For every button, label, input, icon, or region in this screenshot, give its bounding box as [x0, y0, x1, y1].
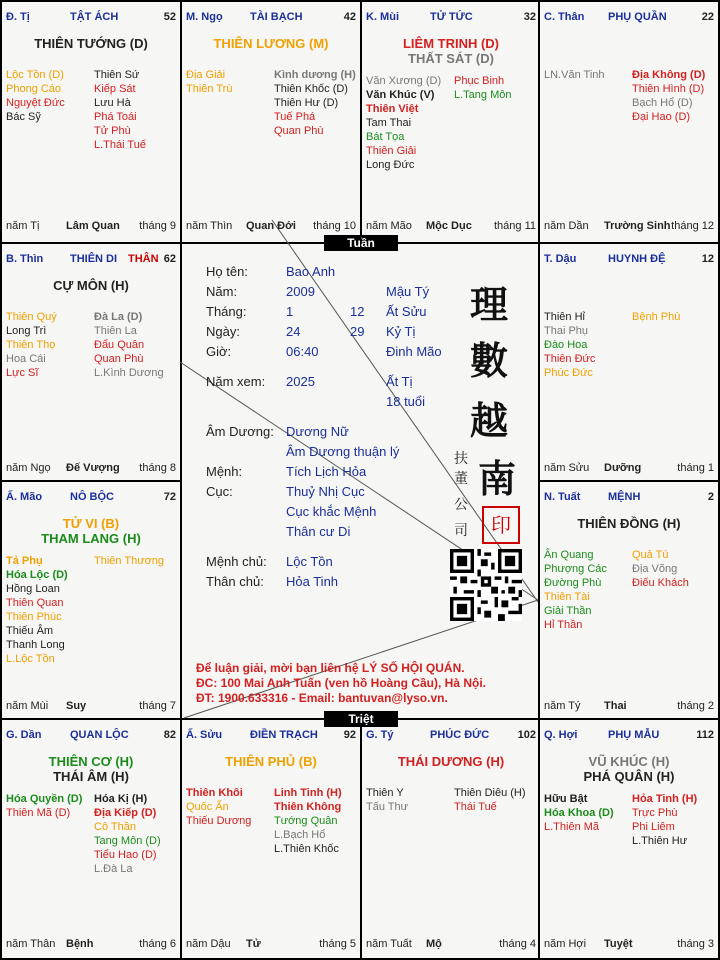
lunar-month: tháng 11 [493, 220, 536, 232]
palace-name: PHỤ MẪU [608, 729, 660, 741]
life-phase: Bệnh [66, 938, 94, 950]
palace-position: C. Thân [544, 11, 585, 23]
palace-extra: THÂN [128, 253, 159, 265]
hour-can: Đinh Mão [386, 344, 442, 359]
minor-star: Tam Thai [366, 117, 412, 129]
major-stars [2, 516, 180, 546]
minor-star: Thiên Quan [6, 597, 64, 609]
major-stars [182, 36, 360, 51]
minor-star: Linh Tinh (H) [274, 787, 342, 799]
logo-side-char: 公 [454, 497, 468, 513]
minor-star: Thiên Khốc (D) [274, 83, 348, 95]
palace-header [6, 487, 176, 505]
logo-char: 越 [470, 398, 509, 443]
center-info-panel [182, 244, 538, 720]
day-lunar: 29 [350, 324, 365, 339]
minor-stars-right [454, 786, 526, 814]
minor-star: L.Bạch Hổ [274, 829, 326, 841]
minor-star: Trực Phù [632, 807, 678, 819]
minor-star: Giải Thần [544, 605, 592, 617]
minor-star: L.Thiên Khốc [274, 843, 339, 855]
life-phase: Thai [604, 700, 627, 712]
minor-star: Thiên Quý [6, 311, 57, 323]
major-star: THIÊN ĐỒNG (H) [577, 516, 681, 531]
major-stars [540, 516, 718, 531]
minor-star: Hóa Khoa (D) [544, 807, 614, 819]
palace-age: 52 [163, 11, 176, 23]
palace-position: G. Dần [6, 729, 42, 741]
palace-age: 82 [163, 729, 176, 741]
palace-age: 22 [701, 11, 714, 23]
major-stars [2, 278, 180, 293]
minor-stars-right [274, 786, 342, 856]
minor-star: Thiên Phúc [6, 611, 62, 623]
major-stars [182, 754, 360, 769]
minor-stars-right [94, 554, 164, 568]
minor-star: Thiên Hỉ [544, 311, 585, 323]
minor-star: Bạch Hổ (D) [632, 97, 693, 109]
minor-star: Thiên Sứ [94, 69, 140, 81]
minor-stars-right [632, 68, 705, 124]
life-phase: Tử [246, 938, 261, 950]
major-star: PHÁ QUÂN (H) [583, 769, 675, 784]
palace-cell-dau[interactable] [540, 244, 718, 482]
view-year-can: Ất Tị [386, 374, 413, 389]
palace-position: Q. Hợi [544, 729, 578, 741]
palace-name: TẬT ÁCH [70, 11, 119, 23]
minor-star: Quan Phù [94, 353, 144, 365]
minor-star: Thiên Giải [366, 145, 417, 157]
minor-stars-left [544, 68, 605, 82]
minor-star: Tiểu Hao (D) [94, 849, 157, 861]
minor-star: L.Thiên Mã [544, 821, 600, 833]
major-star: VŨ KHÚC (H) [588, 754, 670, 769]
palace-age: 112 [696, 729, 714, 741]
minor-star: Thiên Việt [366, 103, 419, 115]
lunar-month: tháng 8 [139, 462, 176, 474]
life-phase: Trường Sinh [604, 220, 671, 232]
cycle-year: năm Tuất [366, 938, 412, 950]
year-can: Mậu Tý [386, 284, 430, 299]
minor-stars-left [544, 792, 614, 834]
palace-name: MỆNH [608, 491, 641, 503]
palace-age: 92 [343, 729, 356, 741]
palace-header [186, 725, 356, 743]
minor-stars-left [366, 786, 408, 814]
minor-star: Thiên Y [366, 787, 404, 799]
palace-position: N. Tuất [544, 491, 581, 503]
minor-stars-right [632, 548, 689, 590]
minor-star: LN.Văn Tinh [544, 69, 605, 81]
life-phase: Lâm Quan [66, 220, 120, 232]
minor-star: Hóa Kị (H) [94, 793, 148, 805]
cycle-year: năm Dậu [186, 938, 231, 950]
minor-star: Địa Giải [186, 69, 226, 81]
minor-star: Hỉ Thần [544, 619, 583, 631]
palace-age: 42 [343, 11, 356, 23]
logo-char: 理 [470, 282, 509, 327]
day-label: Ngày: [206, 324, 240, 339]
minor-star: Đẩu Quân [94, 339, 145, 351]
palace-header [544, 487, 714, 505]
logo-char: 南 [478, 456, 517, 501]
major-star: THÁI DƯƠNG (H) [397, 754, 505, 769]
palace-header [544, 249, 714, 267]
palace-header [6, 249, 176, 267]
minor-star: Tả Phụ [6, 555, 43, 567]
minor-star: Thiên Khôi [186, 787, 243, 799]
qr-code-icon[interactable] [450, 549, 522, 621]
minor-stars-right [94, 68, 146, 152]
major-star: THẤT SÁT (D) [408, 51, 494, 66]
palace-position: T. Dậu [544, 253, 577, 265]
cycle-year: năm Hợi [544, 938, 587, 950]
logo-side-char: 扶 [454, 451, 468, 467]
lunar-month: tháng 10 [313, 220, 356, 232]
minor-star: Điếu Khách [632, 577, 689, 589]
palace-age: 72 [163, 491, 176, 503]
minor-star: Hỏa Tinh (H) [632, 793, 698, 805]
palace-name: QUAN LỘC [70, 729, 129, 741]
palace-position: Đ. Tị [6, 11, 30, 23]
palace-header [544, 7, 714, 25]
major-star: THÁI ÂM (H) [53, 769, 129, 784]
lunar-month: tháng 7 [139, 700, 176, 712]
minor-stars-left [6, 792, 82, 820]
major-star: THIÊN TƯỚNG (D) [34, 36, 148, 51]
minor-star: Nguyệt Đức [6, 97, 65, 109]
minor-stars-right [94, 310, 164, 380]
minor-star: Thiên Trù [186, 83, 233, 95]
minor-star: Phượng Các [544, 563, 607, 575]
hour-value: 06:40 [286, 344, 319, 359]
palace-cell-hoi[interactable] [540, 720, 718, 958]
minor-star: L.Đà La [94, 863, 133, 875]
minor-star: Hữu Bật [544, 793, 588, 805]
palace-age: 12 [701, 253, 714, 265]
palace-position: Ấ. Sửu [186, 729, 223, 741]
life-phase: Đế Vượng [66, 462, 120, 474]
minor-star: Địa Võng [632, 563, 678, 575]
lunar-month: tháng 3 [677, 938, 714, 950]
palace-age: 2 [707, 491, 714, 503]
major-stars [540, 754, 718, 784]
minor-star: Tấu Thư [366, 801, 409, 813]
major-star: LIÊM TRINH (D) [402, 36, 500, 51]
seal-icon: 印 [482, 506, 520, 544]
minor-star: Thiên Thương [94, 555, 165, 567]
minor-star: Long Trì [6, 325, 47, 337]
contact-phone-email[interactable]: ĐT: 1900.633316 - Email: bantuvan@lyso.vn. [196, 691, 448, 705]
major-stars [2, 754, 180, 784]
palace-name: THIÊN DI [70, 253, 118, 265]
palace-age: 62 [163, 253, 176, 265]
palace-name: ĐIỀN TRẠCH [250, 729, 318, 741]
lunar-month: tháng 5 [319, 938, 356, 950]
palace-cell-ti[interactable] [2, 2, 180, 240]
cuc-label: Cục: [206, 484, 233, 499]
day-solar: 24 [286, 324, 301, 339]
minor-star: Thiếu Âm [6, 625, 54, 637]
minor-stars-left [186, 68, 232, 96]
minor-star: Hóa Quyền (D) [6, 793, 83, 805]
life-phase: Mộc Dục [426, 220, 472, 232]
major-stars [362, 36, 540, 66]
minor-star: Địa Không (D) [632, 69, 706, 81]
palace-position: M. Ngọ [186, 11, 223, 23]
palace-name: PHÚC ĐỨC [430, 729, 490, 741]
view-year-value: 2025 [286, 374, 315, 389]
minor-star: Lộc Tồn (D) [6, 69, 64, 81]
palace-name: NÔ BỘC [70, 491, 114, 503]
name-value: Bao Anh [286, 264, 336, 279]
major-stars [2, 36, 180, 51]
month-label: Tháng: [206, 304, 247, 319]
palace-cell-thin[interactable] [2, 244, 180, 482]
cycle-year: năm Dần [544, 220, 589, 232]
cycle-year: năm Ngọ [6, 462, 51, 474]
minor-star: Đại Hao (D) [632, 111, 691, 123]
minor-stars-right [274, 68, 356, 138]
minor-star: Thiếu Dương [186, 815, 252, 827]
cycle-year: năm Sửu [544, 462, 590, 474]
triet-tag: Triệt [324, 711, 398, 727]
palace-name: TÀI BẠCH [250, 11, 303, 23]
lunar-month: tháng 2 [677, 700, 714, 712]
minor-star: Văn Xương (D) [366, 75, 442, 87]
life-phase: Dưỡng [604, 462, 642, 474]
minor-star: Thai Phụ [544, 325, 589, 337]
cycle-year: năm Tị [6, 220, 40, 232]
lunar-month: tháng 4 [499, 938, 536, 950]
day-can: Kỷ Tị [386, 324, 416, 339]
palace-header [186, 7, 356, 25]
minor-star: Quan Phù [274, 125, 324, 137]
major-star: THIÊN PHỦ (B) [225, 754, 317, 769]
palace-cell-mui[interactable] [362, 2, 540, 240]
cycle-year: năm Thân [6, 938, 56, 950]
palace-cell-mao[interactable] [2, 482, 180, 720]
minor-stars-left [186, 786, 251, 828]
palace-age: 102 [517, 729, 536, 741]
minor-star: Lực Sĩ [6, 367, 39, 379]
minor-star: L.Kình Dương [94, 367, 164, 379]
cuc-value-2: Cục khắc Mệnh [286, 504, 377, 519]
hour-label: Giờ: [206, 344, 232, 359]
contact-block [196, 661, 526, 706]
minor-star: Kiếp Sát [94, 83, 136, 95]
menhchu-label: Mệnh chủ: [206, 554, 267, 569]
palace-name: HUYNH ĐỆ [608, 253, 666, 265]
palace-position: K. Mùi [366, 11, 399, 23]
palace-cell-suu[interactable] [182, 720, 360, 958]
minor-star: Thiên Không [274, 801, 342, 813]
palace-header [544, 725, 714, 743]
thanchu-value: Hỏa Tinh [286, 574, 339, 589]
minor-star: Tuế Phá [274, 111, 316, 123]
lunar-month: tháng 9 [139, 220, 176, 232]
minor-stars-right [632, 792, 697, 848]
palace-position: Ấ. Mão [6, 491, 43, 503]
minor-star: Văn Khúc (V) [366, 89, 435, 101]
minor-star: Ân Quang [544, 549, 594, 561]
view-year-label: Năm xem: [206, 374, 266, 389]
minor-star: Tướng Quân [274, 815, 338, 827]
minor-star: Phúc Đức [544, 367, 593, 379]
menh-label: Mệnh: [206, 464, 243, 479]
palace-name: TỬ TỨC [430, 11, 473, 23]
life-phase: Quan Đới [246, 220, 296, 232]
minor-star: Thiên Hình (D) [632, 83, 705, 95]
contact-address: ĐC: 100 Mai Anh Tuấn (ven hồ Hoàng Cầu), Hà Nội. [196, 676, 487, 690]
minor-star: Bệnh Phù [632, 311, 681, 323]
minor-star: Đường Phù [544, 577, 602, 589]
minor-star: Phá Toái [94, 111, 137, 123]
menhchu-value: Lộc Tồn [286, 554, 333, 569]
minor-star: Long Đức [366, 159, 415, 171]
major-star: THIÊN CƠ (H) [48, 754, 134, 769]
palace-position: B. Thìn [6, 253, 44, 265]
major-stars [362, 754, 540, 769]
minor-star: Đào Hoa [544, 339, 588, 351]
minor-stars-left [6, 554, 68, 666]
minor-star: Bác Sỹ [6, 111, 41, 123]
minor-stars-left [6, 68, 65, 124]
minor-star: Thiên Hư (D) [274, 97, 339, 109]
palace-header [366, 725, 536, 743]
thanchu-label: Thân chủ: [206, 574, 264, 589]
minor-star: Cô Thần [94, 821, 136, 833]
logo-side-char: 董 [454, 471, 468, 487]
name-label: Họ tên: [206, 264, 248, 279]
view-age: 18 tuổi [386, 394, 426, 409]
major-star: CỰ MÔN (H) [53, 278, 129, 293]
palace-name: PHỤ QUẦN [608, 11, 667, 23]
palace-cell-ngo[interactable] [182, 2, 360, 240]
minor-star: Địa Kiếp (D) [94, 807, 157, 819]
palace-header [366, 7, 536, 25]
minor-stars-right [94, 792, 161, 876]
tuan-tag: Tuần [324, 235, 398, 251]
minor-stars-left [6, 310, 57, 380]
minor-star: Hoa Cái [6, 353, 46, 365]
amduong-value-1: Dương Nữ [286, 424, 349, 439]
major-star: THAM LANG (H) [41, 531, 141, 546]
minor-star: Bát Tọa [366, 131, 405, 143]
palace-header [6, 7, 176, 25]
major-star: TỬ VI (B) [62, 516, 120, 531]
cycle-year: năm Mùi [6, 700, 49, 712]
minor-star: L.Tang Môn [454, 89, 512, 101]
minor-star: Thiên La [94, 325, 137, 337]
minor-star: Thái Tuế [454, 801, 497, 813]
minor-star: Phi Liêm [632, 821, 675, 833]
minor-star: Tang Môn (D) [94, 835, 161, 847]
minor-star: Thiên Tài [544, 591, 590, 603]
cycle-year: năm Mão [366, 220, 412, 232]
minor-star: Hồng Loan [6, 583, 60, 595]
lunar-month: tháng 12 [671, 220, 714, 232]
cycle-year: năm Thìn [186, 220, 233, 232]
month-lunar: 12 [350, 304, 365, 319]
minor-star: Hóa Lộc (D) [6, 569, 68, 581]
cycle-year: năm Tý [544, 700, 581, 712]
minor-star: Lưu Hà [94, 97, 131, 109]
palace-cell-tuat[interactable] [540, 482, 718, 720]
minor-star: Kình dương (H) [274, 69, 356, 81]
palace-cell-than[interactable] [540, 2, 718, 240]
logo-char: 數 [470, 338, 509, 383]
major-star: THIÊN LƯƠNG (M) [213, 36, 329, 51]
minor-star: Quốc Ấn [186, 801, 229, 813]
amduong-label: Âm Dương: [206, 424, 274, 439]
palace-cell-ty[interactable] [362, 720, 540, 958]
palace-age: 32 [523, 11, 536, 23]
minor-star: Phong Cáo [6, 83, 62, 95]
minor-stars-right [632, 310, 680, 324]
amduong-value-2: Âm Dương thuận lý [286, 444, 400, 459]
life-phase: Mộ [426, 938, 442, 950]
month-solar: 1 [286, 304, 294, 319]
minor-star: L.Thái Tuế [94, 139, 146, 151]
minor-star: Tử Phù [94, 125, 131, 137]
minor-stars-left [366, 74, 441, 172]
minor-star: L.Thiên Hư [632, 835, 688, 847]
life-phase: Suy [66, 700, 87, 712]
palace-position: G. Tý [366, 729, 394, 741]
year-value: 2009 [286, 284, 315, 299]
logo-side-char: 司 [454, 523, 468, 539]
life-phase: Tuyệt [604, 938, 633, 950]
month-can: Ất Sửu [386, 304, 427, 319]
cuc-value-3: Thân cư Di [286, 524, 351, 539]
year-label: Năm: [206, 284, 238, 299]
lunar-month: tháng 6 [139, 938, 176, 950]
lunar-month: tháng 1 [677, 462, 714, 474]
minor-stars-left [544, 310, 595, 380]
palace-cell-dan[interactable] [2, 720, 180, 958]
minor-star: Thiên Diêu (H) [454, 787, 526, 799]
contact-line: Để luận giải, mời bạn liên hệ LÝ SỐ HỘI QUÁN. [196, 661, 465, 675]
minor-star: Đà La (D) [94, 311, 143, 323]
minor-star: Thiên Mã (D) [6, 807, 71, 819]
palace-header [6, 725, 176, 743]
minor-star: Thanh Long [6, 639, 65, 651]
menh-value: Tích Lịch Hỏa [286, 464, 367, 479]
minor-star: Thiên Thọ [6, 339, 56, 351]
minor-star: Phục Binh [454, 75, 505, 87]
minor-stars-left [544, 548, 607, 632]
minor-star: L.Lộc Tồn [6, 653, 55, 665]
cuc-value-1: Thuỷ Nhị Cục [286, 484, 365, 499]
minor-stars-right [454, 74, 511, 102]
minor-star: Quả Tú [632, 549, 669, 561]
minor-star: Thiên Đức [544, 353, 596, 365]
